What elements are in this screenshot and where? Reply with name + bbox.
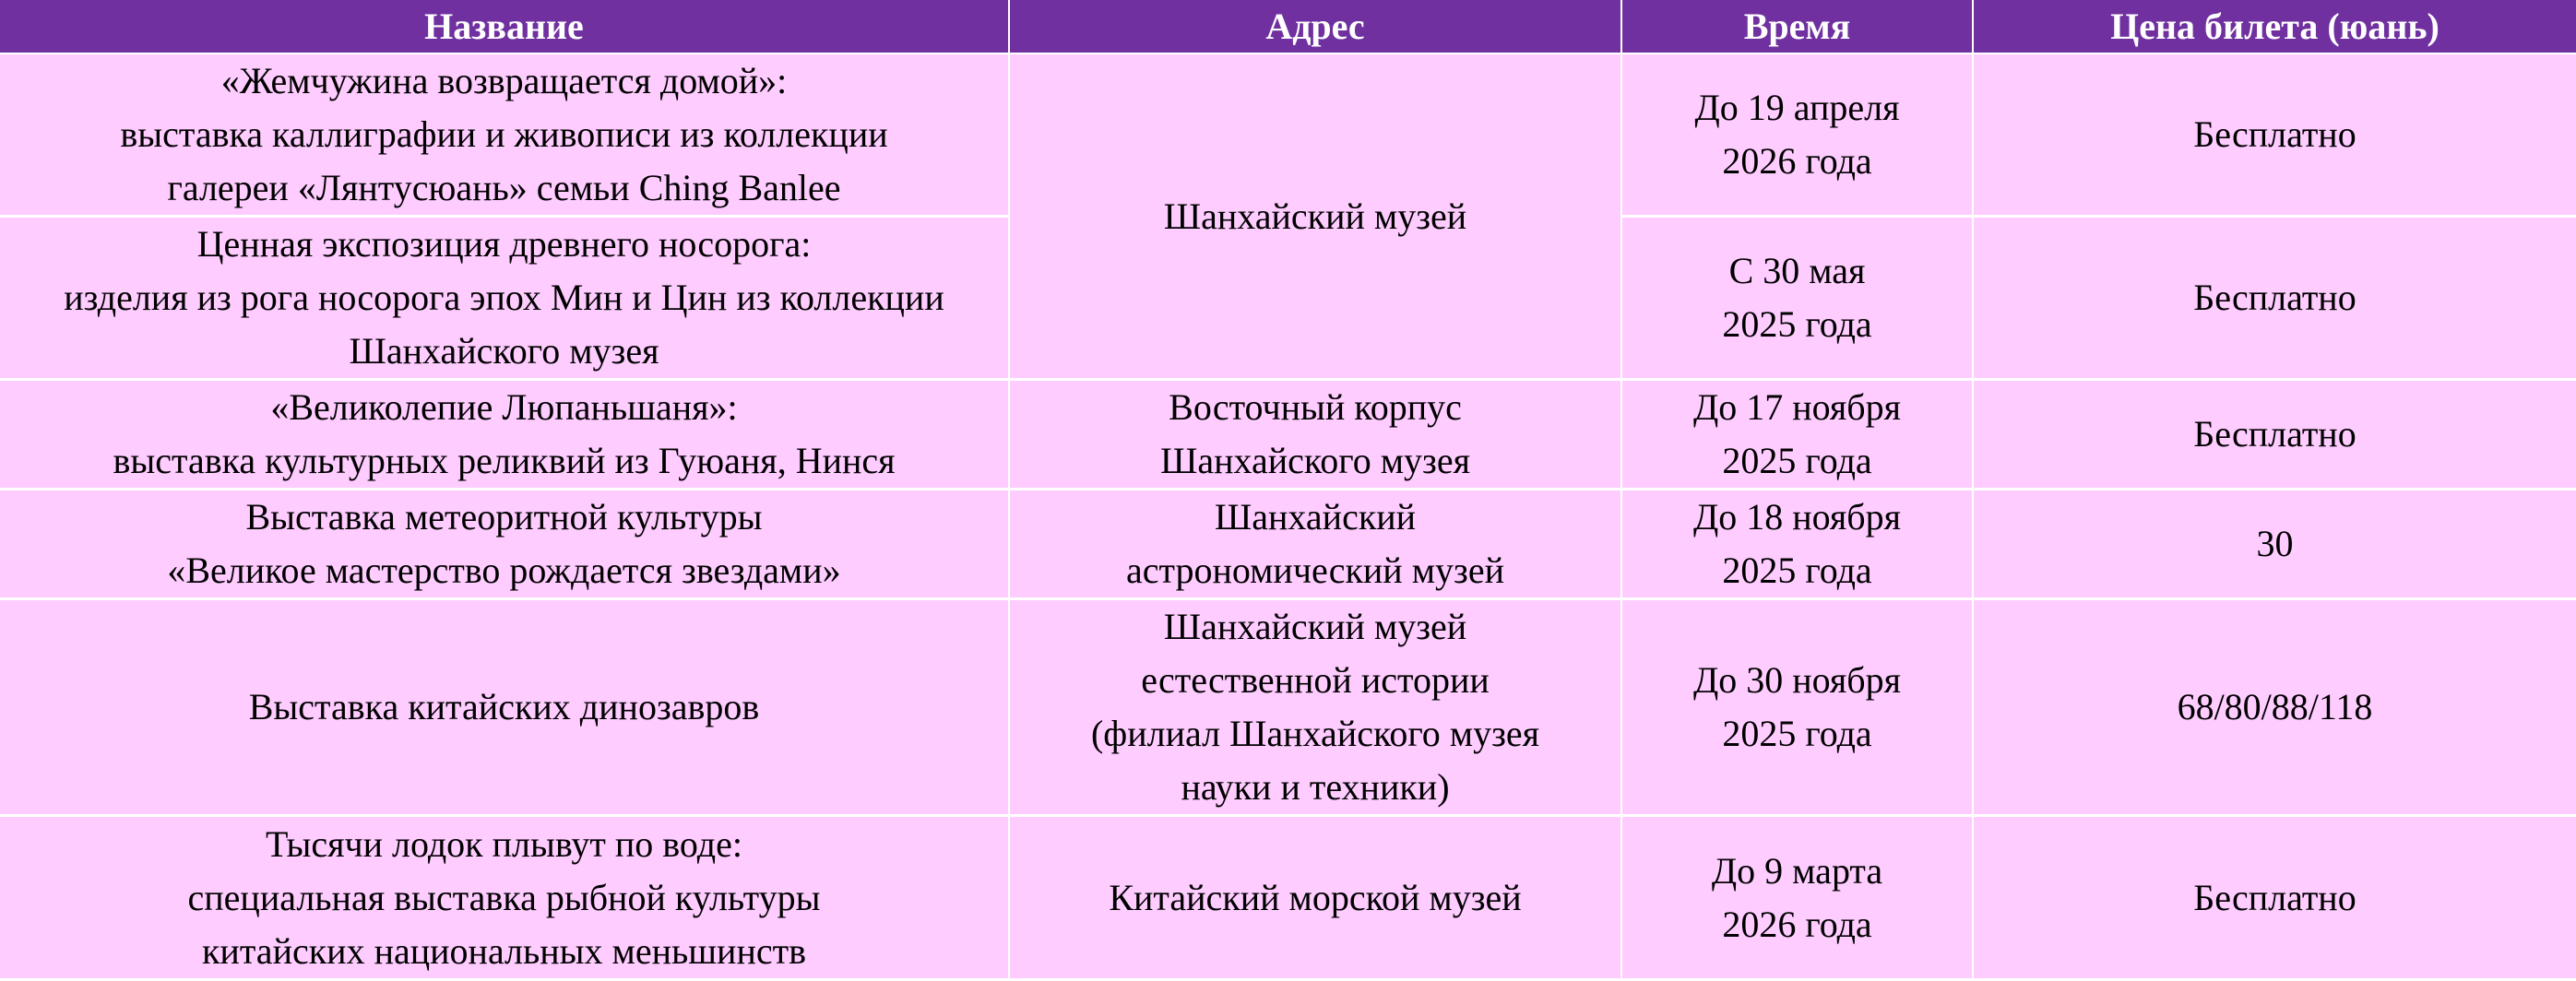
header-price: Цена билета (юань) [1973,0,2576,53]
cell-address: Китайский морской музей [1009,816,1621,980]
cell-time: С 30 мая 2025 года [1621,217,1973,380]
cell-time: До 17 ноября 2025 года [1621,380,1973,490]
table-row [0,490,2576,599]
table-row [0,53,2576,217]
cell-price: Бесплатно [1973,380,2576,490]
cell-name: «Жемчужина возвращается домой»: выставка каллиграфии и живописи из коллекции галереи «Лянтусюань» семьи Ching Banlee [0,53,1009,217]
header-name: Название [0,0,1009,53]
cell-price: Бесплатно [1973,53,2576,217]
cell-time: До 19 апреля 2026 года [1621,53,1973,217]
cell-time: До 9 марта 2026 года [1621,816,1973,980]
table-row [0,380,2576,490]
table-body [0,53,2576,980]
cell-price: 68/80/88/118 [1973,599,2576,816]
cell-price: 30 [1973,490,2576,599]
cell-name: Тысячи лодок плывут по воде: специальная выставка рыбной культуры китайских национальных меньшинств [0,816,1009,980]
cell-name: Выставка китайских динозавров [0,599,1009,816]
cell-address: Шанхайский музей [1009,53,1621,380]
cell-time: До 18 ноября 2025 года [1621,490,1973,599]
cell-price: Бесплатно [1973,217,2576,380]
cell-address: Восточный корпус Шанхайского музея [1009,380,1621,490]
cell-time: До 30 ноября 2025 года [1621,599,1973,816]
table-row [0,599,2576,816]
table-row [0,816,2576,980]
header-time: Время [1621,0,1973,53]
cell-price: Бесплатно [1973,816,2576,980]
table-header [0,0,2576,53]
header-row [0,0,2576,53]
cell-address: Шанхайский астрономический музей [1009,490,1621,599]
cell-address: Шанхайский музей естественной истории (филиал Шанхайского музея науки и техники) [1009,599,1621,816]
header-address: Адрес [1009,0,1621,53]
cell-name: Выставка метеоритной культуры «Великое мастерство рождается звездами» [0,490,1009,599]
cell-name: Ценная экспозиция древнего носорога: изделия из рога носорога эпох Мин и Цин из коллекции Шанхайского музея [0,217,1009,380]
cell-name: «Великолепие Люпаньшаня»: выставка культурных реликвий из Гуюаня, Нинся [0,380,1009,490]
